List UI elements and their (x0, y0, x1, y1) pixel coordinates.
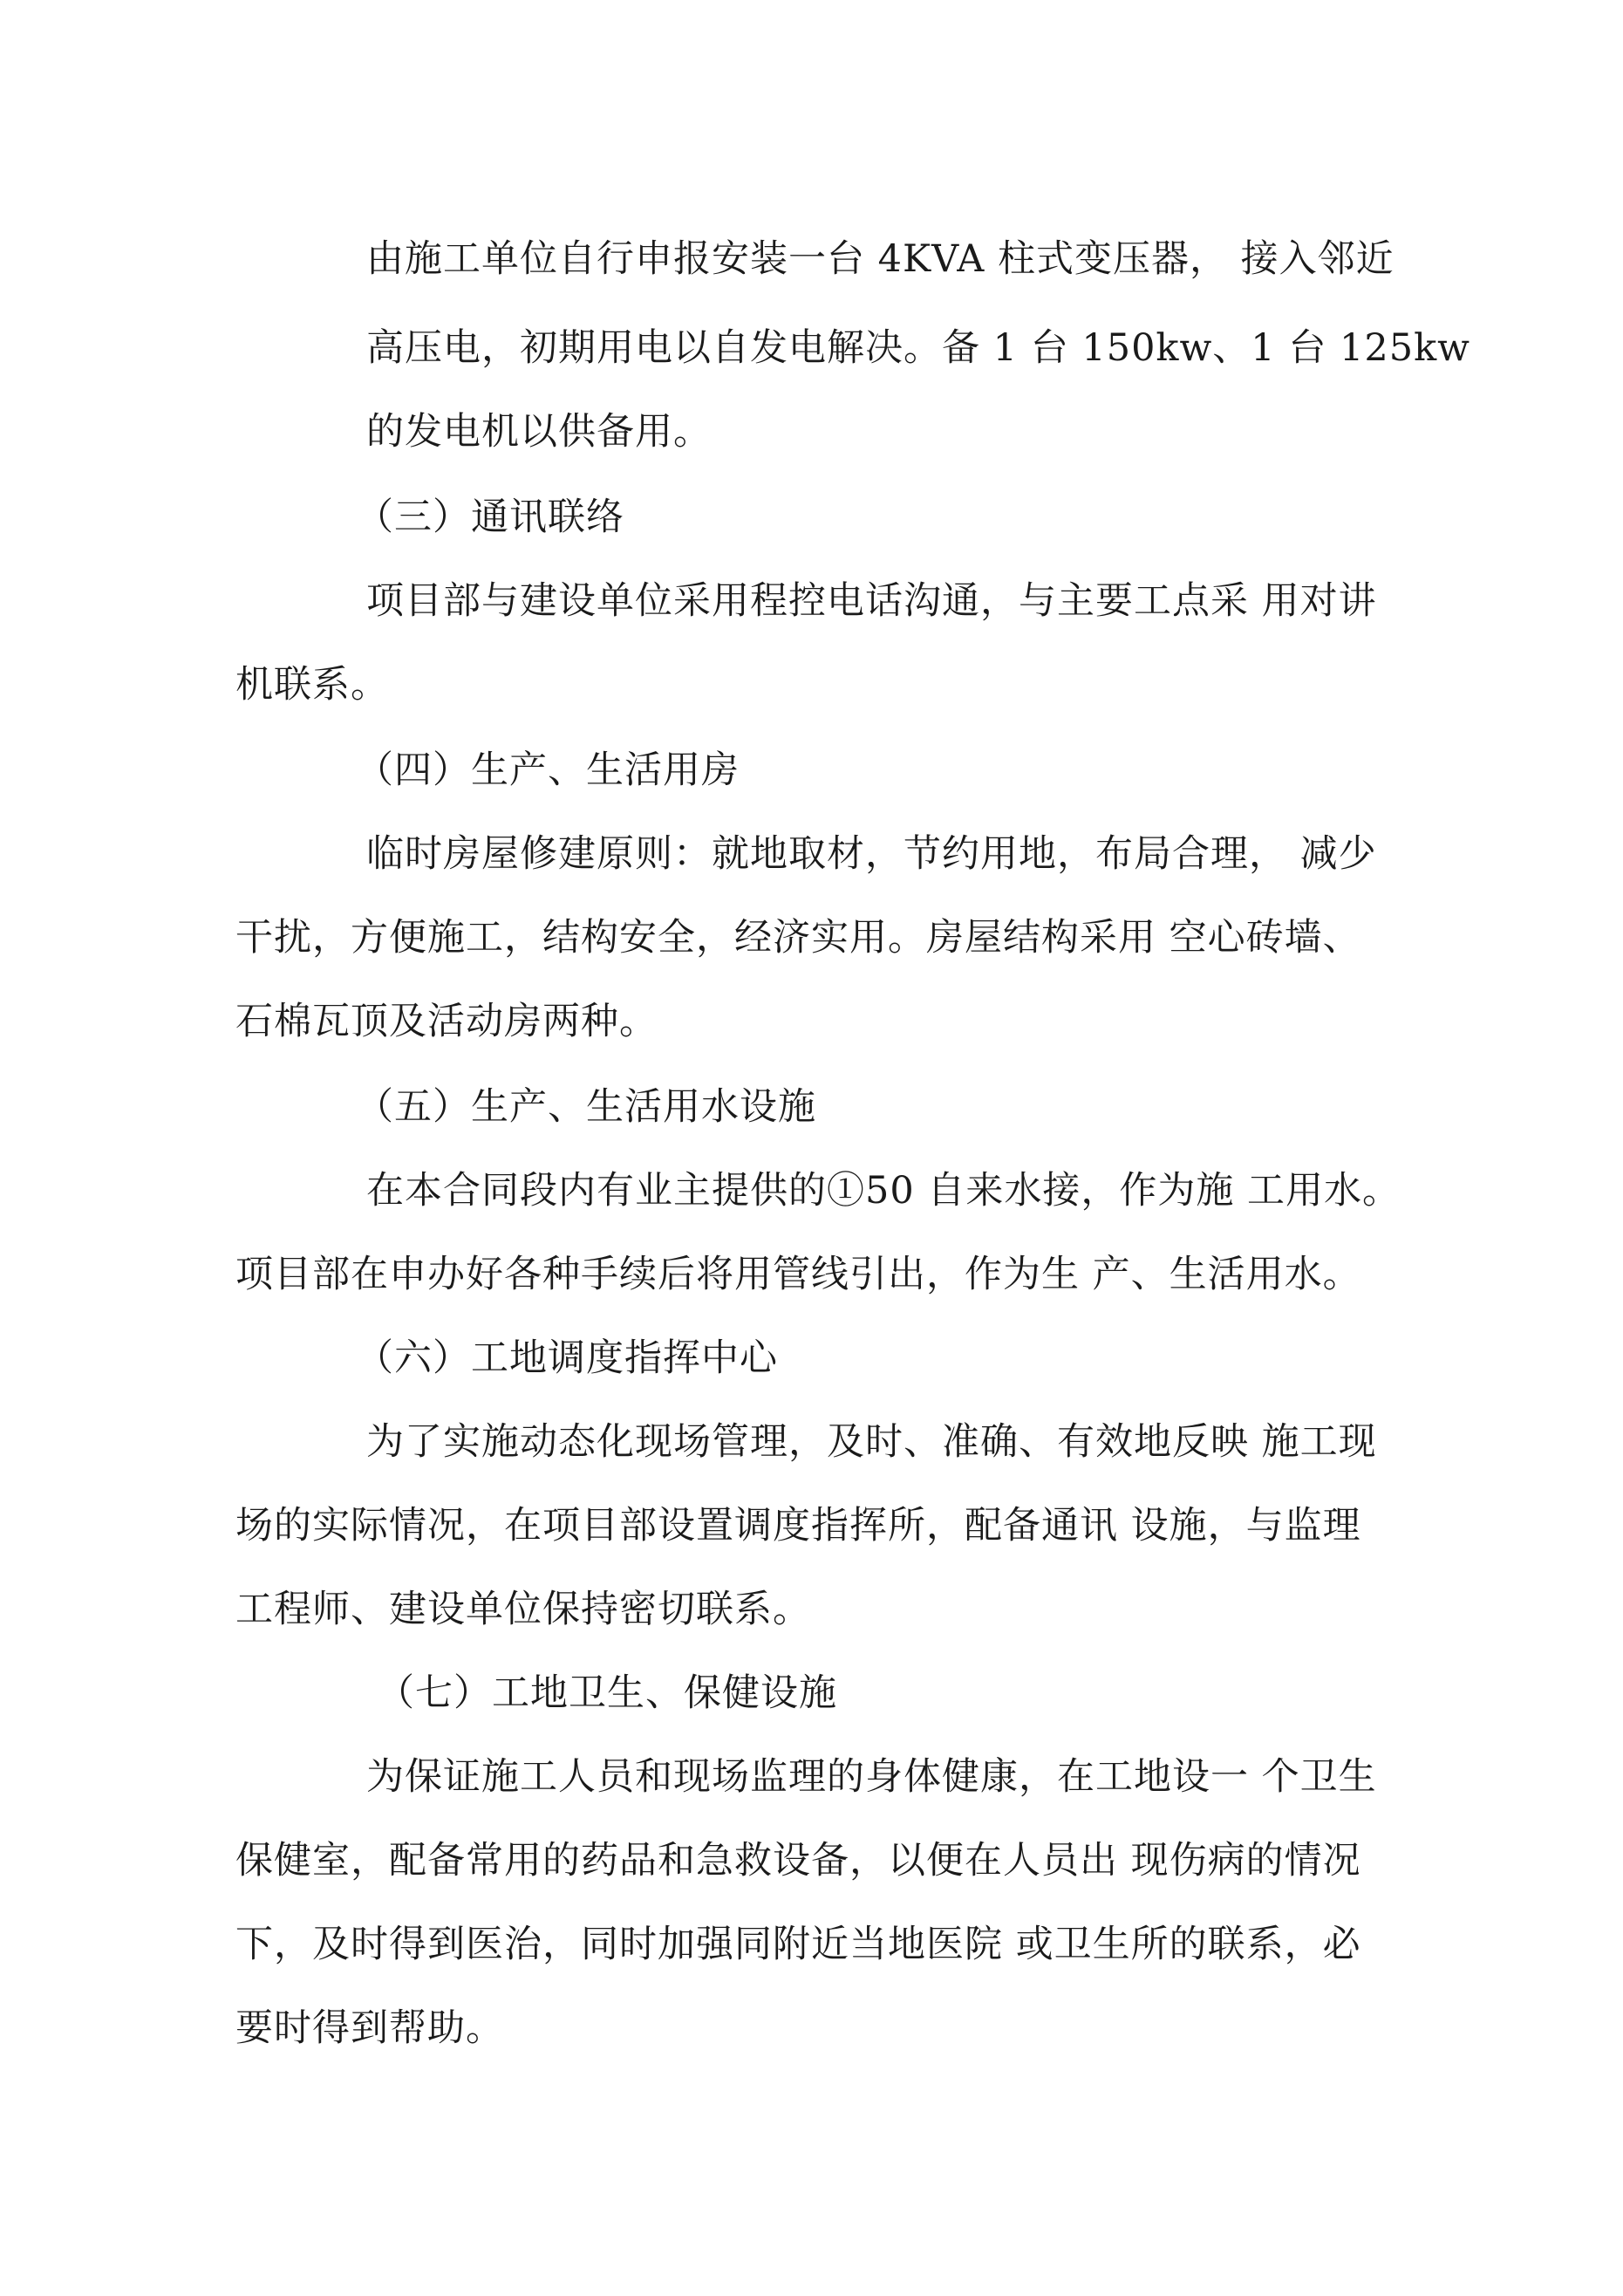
section-heading: （七）工地卫生、保健设施 (377, 1671, 837, 1715)
paragraph-line: 机联系。 (235, 663, 389, 707)
paragraph-line: 保健室，配备常用的药品和急救设备，以便在人员出 现伤病的情况 (235, 1839, 1361, 1883)
paragraph-line: 在本合同段内有业主提供的①50 自来水接，作为施 工用水。 (366, 1169, 1401, 1213)
paragraph-line: 下，及时得到医治，同时加强同附近当地医院 或卫生所的联系，必 (235, 1923, 1361, 1966)
paragraph-line: 临时房屋修建原则：就地取材，节约用地，布局合理， 减少 (366, 832, 1377, 876)
paragraph-line: 干扰，方便施工，结构安全，经济实用。房屋结构采用 空心砖墙、 (235, 916, 1361, 960)
paragraph-line: 场的实际情况，在项目部设置调度指挥所，配备通讯 设施，与监理 (235, 1504, 1361, 1548)
paragraph-line: 石棉瓦顶及活动房两种。 (235, 1000, 658, 1043)
paragraph-line: 项目部在申办好各种手续后将用管线引出，作为生 产、生活用水。 (235, 1253, 1361, 1296)
paragraph-line: 为保证施工人员和现场监理的身体健康，在工地设一 个卫生 (366, 1755, 1377, 1799)
paragraph-line: 要时得到帮助。 (235, 2006, 504, 2050)
paragraph-line: 项目部与建设单位采用程控电话沟通，与主要工点采 用对讲 (366, 579, 1377, 623)
section-heading: （三）通讯联络 (356, 495, 624, 539)
paragraph-line: 由施工单位自行申报安装一台 4KVA 柱式变压器， 接入邻近 (366, 237, 1395, 281)
paragraph-line: 为了实施动态化现场管理，及时、准确、有效地反映 施工现 (366, 1420, 1377, 1464)
paragraph-line: 工程师、建设单位保持密切联系。 (235, 1588, 811, 1631)
section-heading: （六）工地调度指挥中心 (356, 1336, 778, 1380)
section-heading: （五）生产、生活用水设施 (356, 1085, 816, 1129)
section-heading: （四）生产、生活用房 (356, 748, 740, 792)
paragraph-line: 高压电，初期用电以自发电解决。备 1 台 150kw、1 台 125kw (366, 326, 1470, 370)
paragraph-line: 的发电机以供备用。 (366, 410, 712, 454)
